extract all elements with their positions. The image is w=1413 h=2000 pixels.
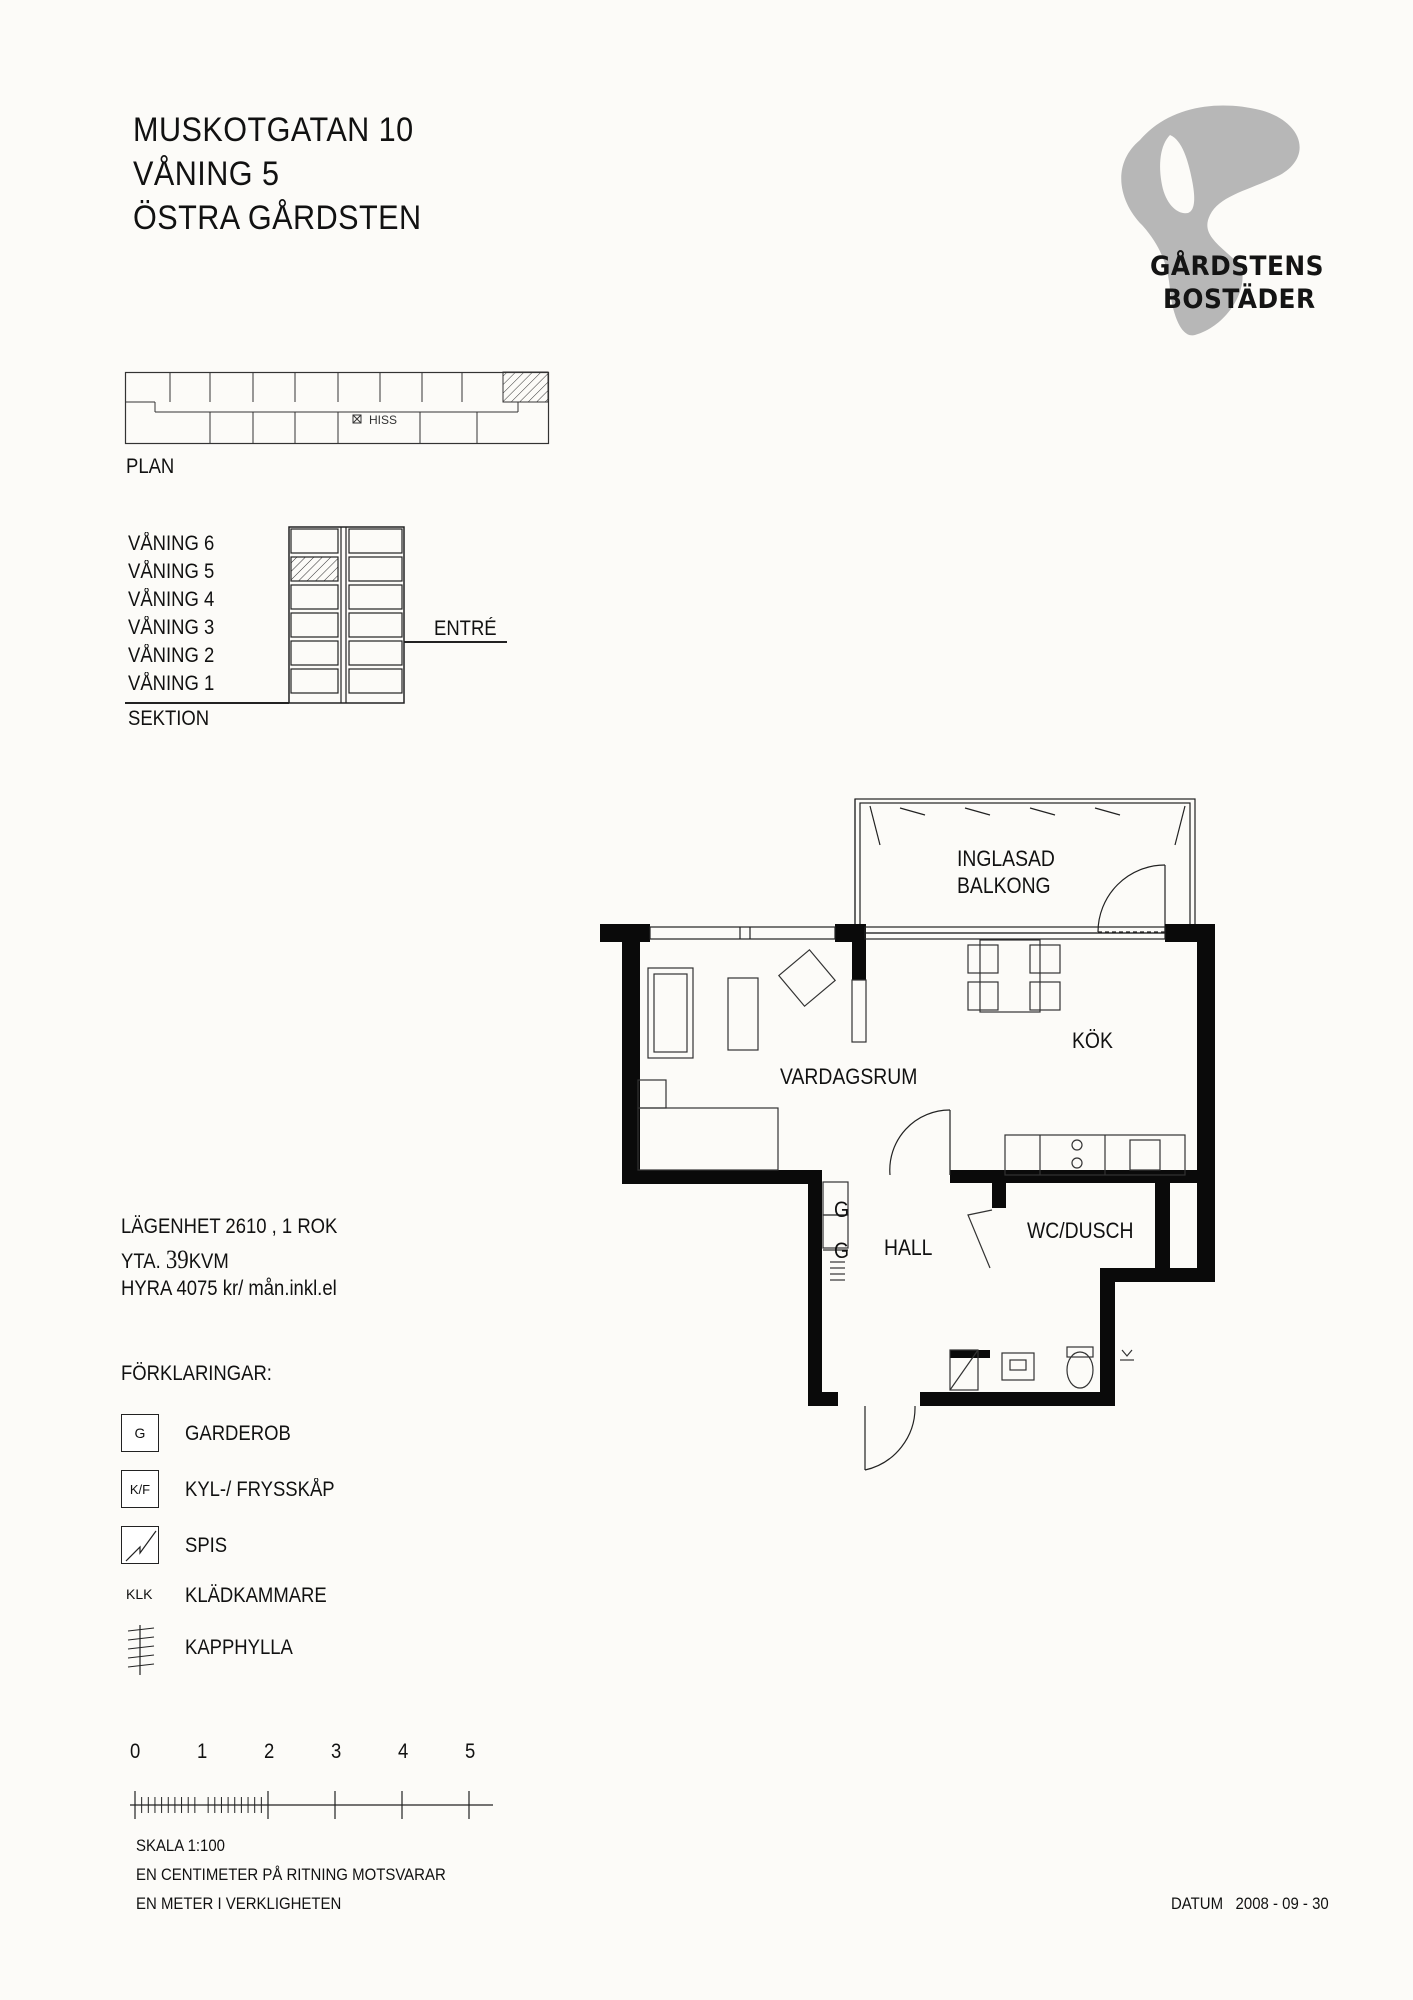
elevator-label: HISS <box>369 413 398 427</box>
room-kitchen: KÖK <box>1072 1028 1113 1053</box>
balcony-door <box>1098 865 1165 932</box>
date-label: DATUM <box>1171 1894 1224 1913</box>
logo-line2: BOSTÄDER <box>1163 284 1316 315</box>
room-balcony-line2: BALKONG <box>957 873 1051 898</box>
address-title: MUSKOTGATAN 10 <box>133 111 414 149</box>
logo-line1: GÅRDSTENS <box>1150 251 1324 282</box>
legend-label-coat-rack: KAPPHYLLA <box>185 1636 293 1659</box>
area-unit: KVM <box>188 1250 229 1273</box>
scale-label: SKALA 1:100 <box>136 1836 226 1855</box>
section-floor-5: VÅNING 5 <box>128 560 215 583</box>
wardrobe-1-label: G <box>834 1197 850 1222</box>
room-balcony-line1: INGLASAD <box>957 846 1055 871</box>
scale-note-line2: EN METER I VERKLIGHETEN <box>136 1894 342 1913</box>
section-floor-4: VÅNING 4 <box>128 588 215 611</box>
apartment-area <box>121 1245 229 1275</box>
section-label: SEKTION <box>128 707 210 730</box>
legend-symbol-walkin-closet: KLK <box>126 1586 153 1602</box>
building-plan-diagram <box>125 372 550 447</box>
floor-title: VÅNING 5 <box>133 155 280 193</box>
building-section-diagram <box>125 525 510 705</box>
stove-icon <box>122 1527 160 1565</box>
area-prefix: YTA. <box>121 1250 161 1273</box>
apartment-rent: HYRA 4075 kr/ mån.inkl.el <box>121 1277 337 1300</box>
district-title: ÖSTRA GÅRDSTEN <box>133 199 422 237</box>
footer-date <box>1171 1894 1329 1914</box>
section-floor-6: VÅNING 6 <box>128 532 215 555</box>
room-bathroom: WC/DUSCH <box>1027 1218 1134 1243</box>
legend-label-walkin-closet: KLÄDKAMMARE <box>185 1584 327 1607</box>
legend-label-fridge: KYL-/ FRYSSKÅP <box>185 1478 335 1501</box>
room-hall: HALL <box>884 1235 933 1260</box>
legend-label-wardrobe: GARDEROB <box>185 1422 291 1445</box>
legend-symbol-stove <box>121 1526 159 1564</box>
room-living: VARDAGSRUM <box>780 1064 918 1089</box>
apartment-floor-plan <box>590 790 1240 1390</box>
walls <box>600 924 1215 1406</box>
section-floor-3: VÅNING 3 <box>128 616 215 639</box>
apartment-unit: LÄGENHET 2610 , 1 ROK <box>121 1215 338 1238</box>
scale-tick-0: 0 <box>130 1740 141 1763</box>
area-value: 39 <box>165 1245 189 1274</box>
entrance-label: ENTRÉ <box>434 617 497 640</box>
furniture <box>638 940 1185 1175</box>
scale-tick-4: 4 <box>398 1740 409 1763</box>
date-value: 2008 - 09 - 30 <box>1235 1894 1329 1913</box>
legend-symbol-fridge: K/F <box>121 1470 159 1508</box>
plan-label: PLAN <box>126 455 175 478</box>
legend-title: FÖRKLARINGAR: <box>121 1362 272 1385</box>
coat-rack-icon <box>122 1625 162 1675</box>
scale-tick-5: 5 <box>465 1740 476 1763</box>
scale-tick-3: 3 <box>331 1740 342 1763</box>
section-floor-1: VÅNING 1 <box>128 672 215 695</box>
legend-label-stove: SPIS <box>185 1534 228 1557</box>
scale-note-line1: EN CENTIMETER PÅ RITNING MOTSVARAR <box>136 1865 446 1884</box>
legend-symbol-wardrobe: G <box>121 1414 159 1452</box>
wardrobe-2-label: G <box>834 1238 850 1263</box>
section-floor-2: VÅNING 2 <box>128 644 215 667</box>
scale-bar <box>130 1785 500 1825</box>
scale-tick-1: 1 <box>197 1740 208 1763</box>
scale-tick-2: 2 <box>264 1740 275 1763</box>
